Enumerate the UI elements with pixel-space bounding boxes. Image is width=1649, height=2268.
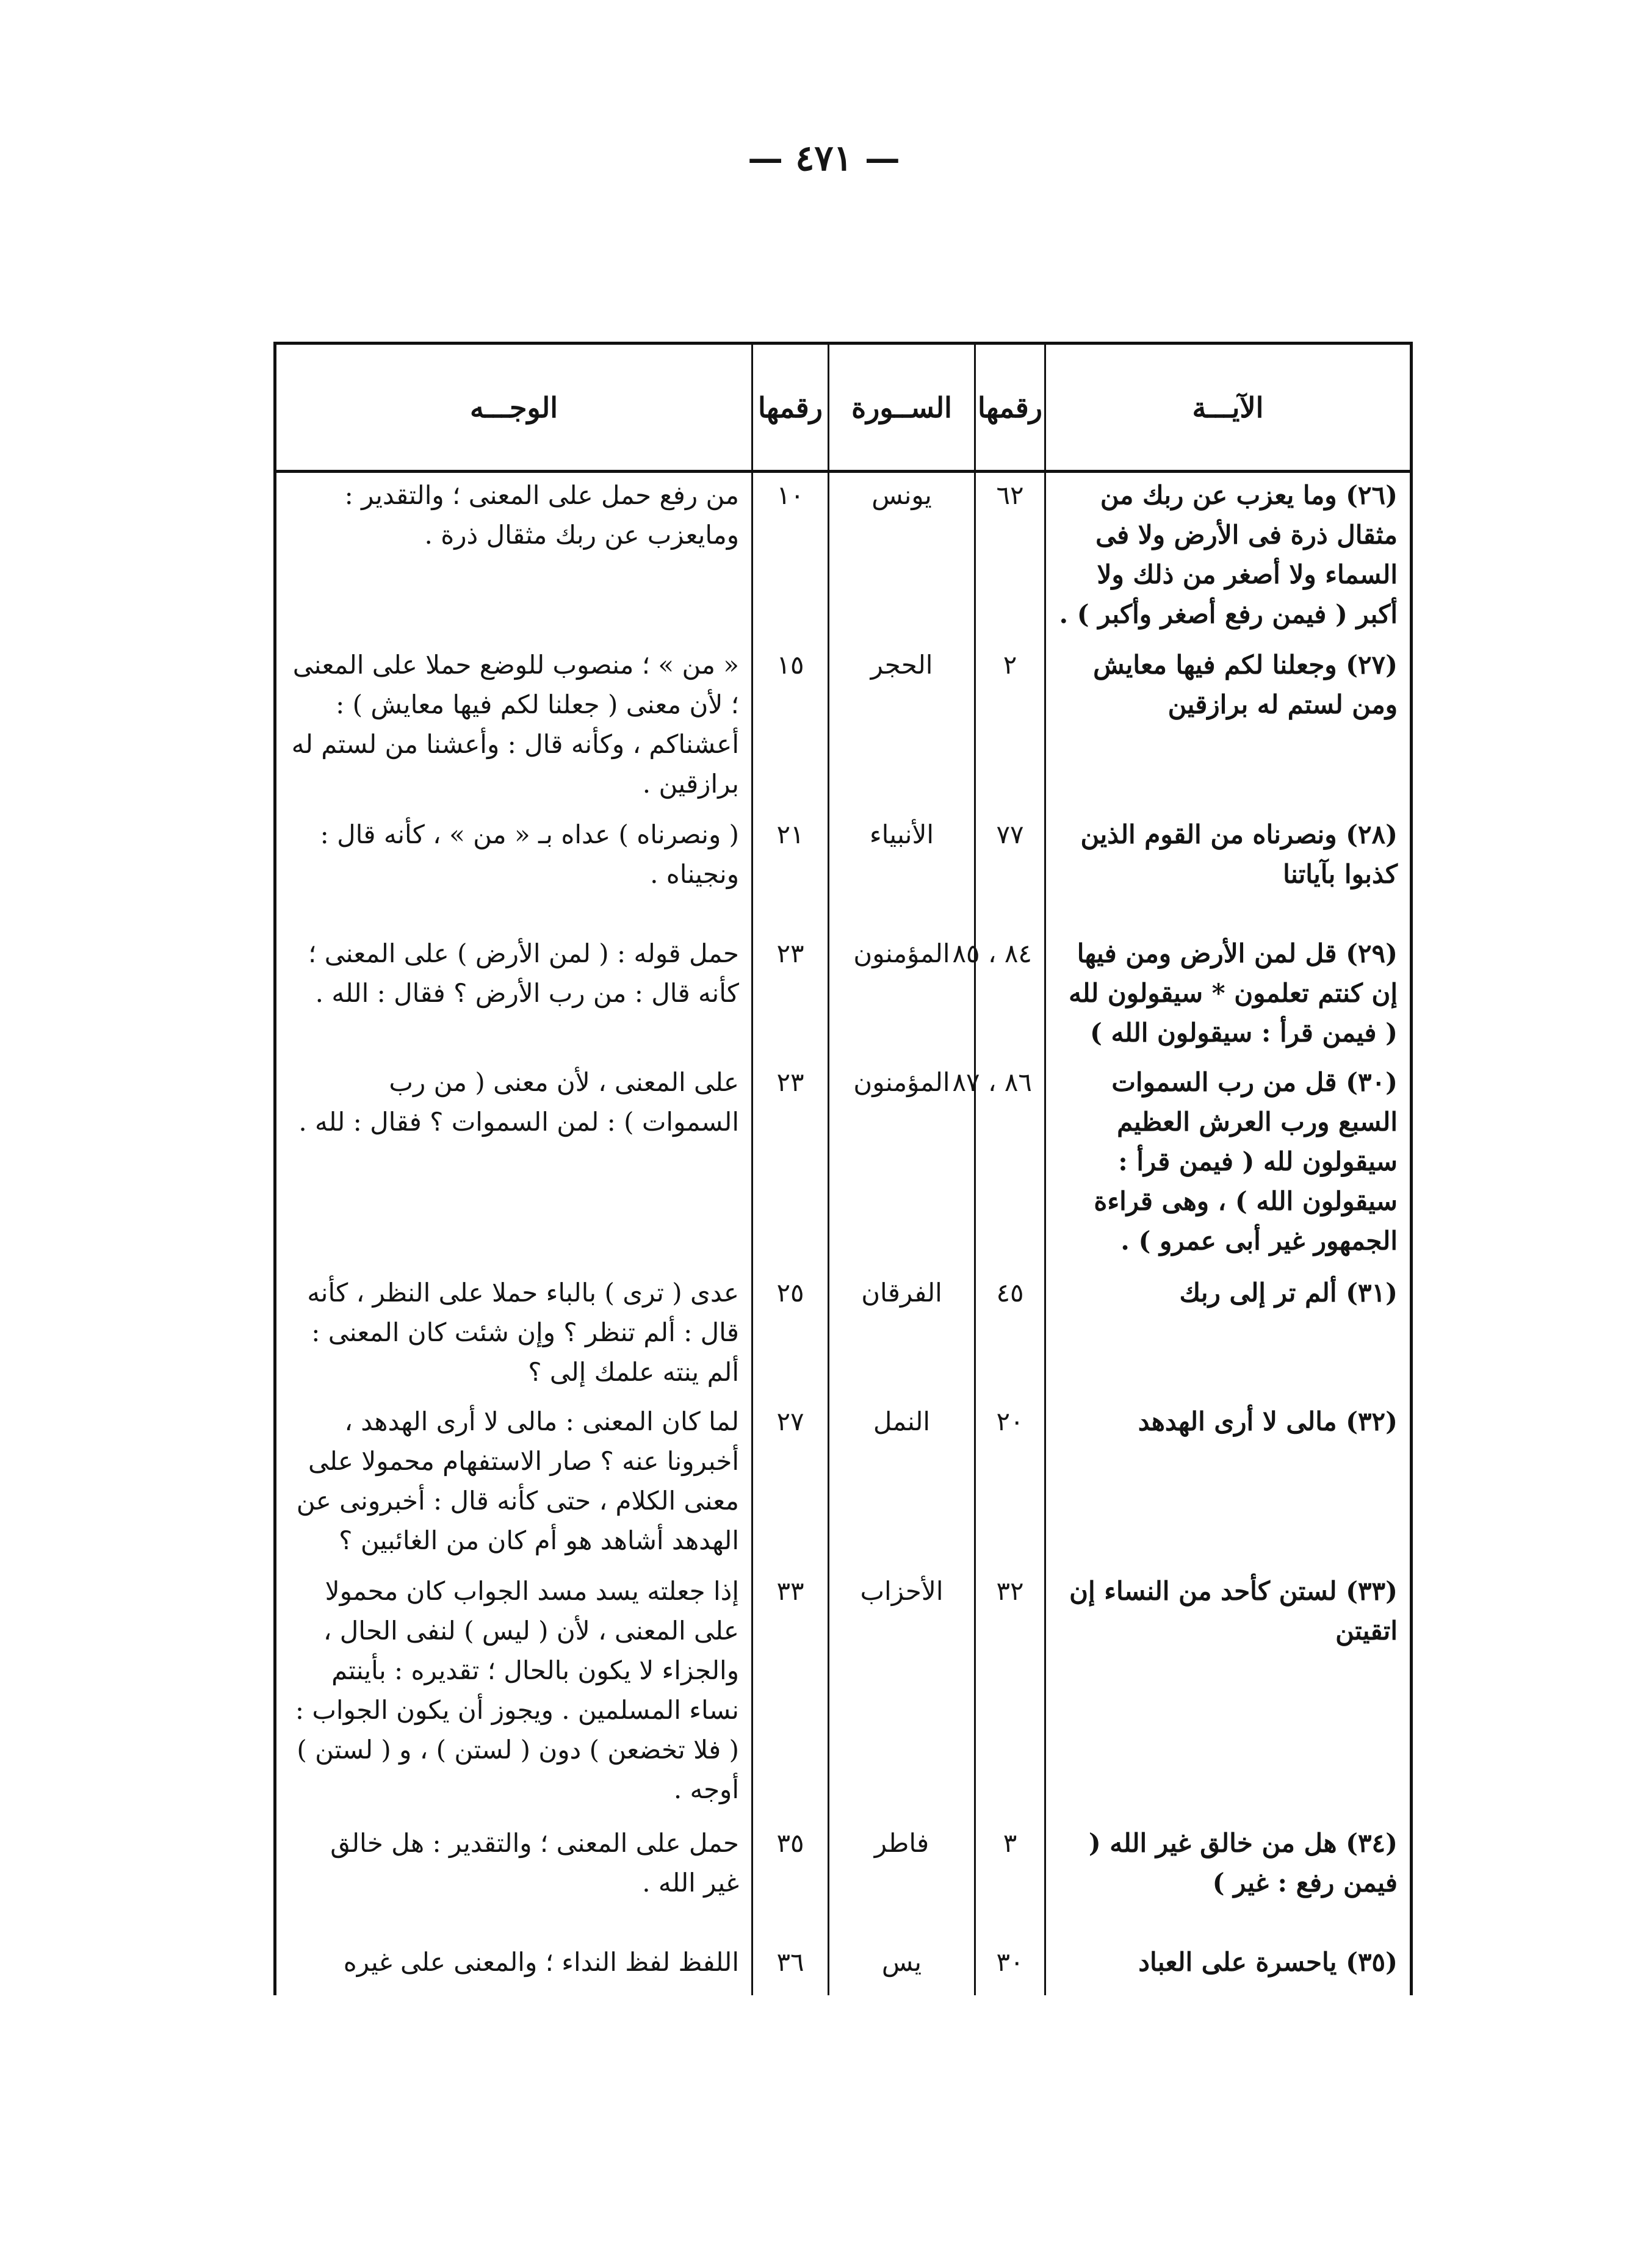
verse-cell: (٢٩) قل لمن الأرض ومن فيها إن كنتم تعلمون * سيقولون لله ( فيمن قرأ : سيقولون الله )	[1045, 931, 1412, 1060]
verse-cell: (٢٨) ونصرناه من القوم الذين كذبوا بآياتنا	[1045, 812, 1412, 931]
verse-cell: (٢٦) وما يعزب عن ربك من مثقال ذرة فى الأرض ولا فى السماء ولا أصغر من ذلك ولا أكبر ( فيمن رفع أصغر وأكبر ) .	[1045, 472, 1412, 643]
verse-cell: (٣٥) ياحسرة على العباد	[1045, 1940, 1412, 1995]
table-row	[275, 1821, 1412, 1940]
verse-cell: (٣٤) هل من خالق غير الله ( فيمن رفع : غير )	[1045, 1821, 1412, 1940]
sura-number-cell: ٢٣	[752, 931, 829, 1060]
aspect-cell: من رفع حمل على المعنى ؛ والتقدير : ومايعزب عن ربك مثقال ذرة .	[275, 472, 752, 643]
verse-number-cell: ٦٢	[975, 472, 1045, 643]
aspect-cell: على المعنى ، لأن معنى ( من رب السموات ) : لمن السموات ؟ فقال : لله .	[275, 1060, 752, 1271]
sura-cell: المؤمنون	[829, 931, 975, 1060]
verse-number-cell: ٧٧	[975, 812, 1045, 931]
sura-number-cell: ١٥	[752, 643, 829, 812]
table-header-row	[275, 344, 1412, 472]
verses-table	[273, 342, 1413, 1995]
verse-number-cell: ٤٥	[975, 1270, 1045, 1399]
verse-number-cell: ٣٠	[975, 1940, 1045, 1995]
sura-number-cell: ٢٥	[752, 1270, 829, 1399]
verse-number-cell: ٢٠	[975, 1399, 1045, 1569]
sura-number-cell: ٢٧	[752, 1399, 829, 1569]
aspect-cell: اللفظ لفظ النداء ؛ والمعنى على غيره	[275, 1940, 752, 1995]
header-verse-number: رقمها	[975, 344, 1045, 472]
verse-cell: (٣١) ألم تر إلى ربك	[1045, 1270, 1412, 1399]
header-sura-number: رقمها	[752, 344, 829, 472]
table-row	[275, 1060, 1412, 1271]
aspect-cell: ( ونصرناه ) عداه بـ « من » ، كأنه قال : ونجيناه .	[275, 812, 752, 931]
aspect-cell: إذا جعلته يسد مسد الجواب كان محمولا على المعنى ، لأن ( ليس ) لنفى الحال ، والجزاء لا يكون بالحال ؛ تقديره : بأينتم نساء المسلمين . ويجوز أن يكون الجواب : ( فلا تخضعن ) دون ( لستن ) ، و ( لستن ) أوجه .	[275, 1569, 752, 1821]
header-aspect: الوجـــه	[275, 344, 752, 472]
sura-cell: النمل	[829, 1399, 975, 1569]
verse-cell: (٢٧) وجعلنا لكم فيها معايش ومن لستم له برازقين	[1045, 643, 1412, 812]
header-sura: الســورة	[829, 344, 975, 472]
table-row	[275, 472, 1412, 643]
sura-cell: المؤمنون	[829, 1060, 975, 1271]
sura-cell: يونس	[829, 472, 975, 643]
sura-number-cell: ١٠	[752, 472, 829, 643]
table-row	[275, 1940, 1412, 1995]
verse-cell: (٣٣) لستن كأحد من النساء إن اتقيتن	[1045, 1569, 1412, 1821]
table-row	[275, 1569, 1412, 1821]
verse-number-cell: ٣٢	[975, 1569, 1045, 1821]
verse-number-cell: ٨٦ ، ٨٧	[975, 1060, 1045, 1271]
sura-cell: الأحزاب	[829, 1569, 975, 1821]
aspect-cell: حمل قوله : ( لمن الأرض ) على المعنى ؛ كأنه قال : من رب الأرض ؟ فقال : الله .	[275, 931, 752, 1060]
aspect-cell: « من » ؛ منصوب للوضع حملا على المعنى ؛ لأن معنى ( جعلنا لكم فيها معايش ) : أعشناكم ، وكأنه قال : وأعشنا من لستم له برازقين .	[275, 643, 752, 812]
table-row	[275, 643, 1412, 812]
aspect-cell: حمل على المعنى ؛ والتقدير : هل خالق غير الله .	[275, 1821, 752, 1940]
page-number: — ٤٧١ —	[748, 137, 900, 179]
sura-number-cell: ٢٣	[752, 1060, 829, 1271]
sura-number-cell: ٣٣	[752, 1569, 829, 1821]
sura-cell: الحجر	[829, 643, 975, 812]
verse-number-cell: ٢	[975, 643, 1045, 812]
sura-number-cell: ٣٥	[752, 1821, 829, 1940]
table-row	[275, 931, 1412, 1060]
table-row	[275, 812, 1412, 931]
verse-cell: (٣٠) قل من رب السموات السبع ورب العرش العظيم سيقولون لله ( فيمن قرأ : سيقولون الله ) ، وهى قراءة الجمهور غير أبى عمرو ) .	[1045, 1060, 1412, 1271]
aspect-cell: عدى ( ترى ) بالباء حملا على النظر ، كأنه قال : ألم تنظر ؟ وإن شئت كان المعنى : ألم ينته علمك إلى ؟	[275, 1270, 752, 1399]
aspect-cell: لما كان المعنى : مالى لا أرى الهدهد ، أخبرونا عنه ؟ صار الاستفهام محمولا على معنى الكلام ، حتى كأنه قال : أخبرونى عن الهدهد أشاهد هو أم كان من الغائبين ؟	[275, 1399, 752, 1569]
sura-number-cell: ٢١	[752, 812, 829, 931]
verse-number-cell: ٣	[975, 1821, 1045, 1940]
sura-cell: فاطر	[829, 1821, 975, 1940]
sura-cell: يس	[829, 1940, 975, 1995]
table-row	[275, 1270, 1412, 1399]
sura-cell: الفرقان	[829, 1270, 975, 1399]
header-verse: الآيـــة	[1045, 344, 1412, 472]
table-row	[275, 1399, 1412, 1569]
verse-cell: (٣٢) مالى لا أرى الهدهد	[1045, 1399, 1412, 1569]
sura-number-cell: ٣٦	[752, 1940, 829, 1995]
verse-number-cell: ٨٤ ، ٨٥	[975, 931, 1045, 1060]
sura-cell: الأنبياء	[829, 812, 975, 931]
